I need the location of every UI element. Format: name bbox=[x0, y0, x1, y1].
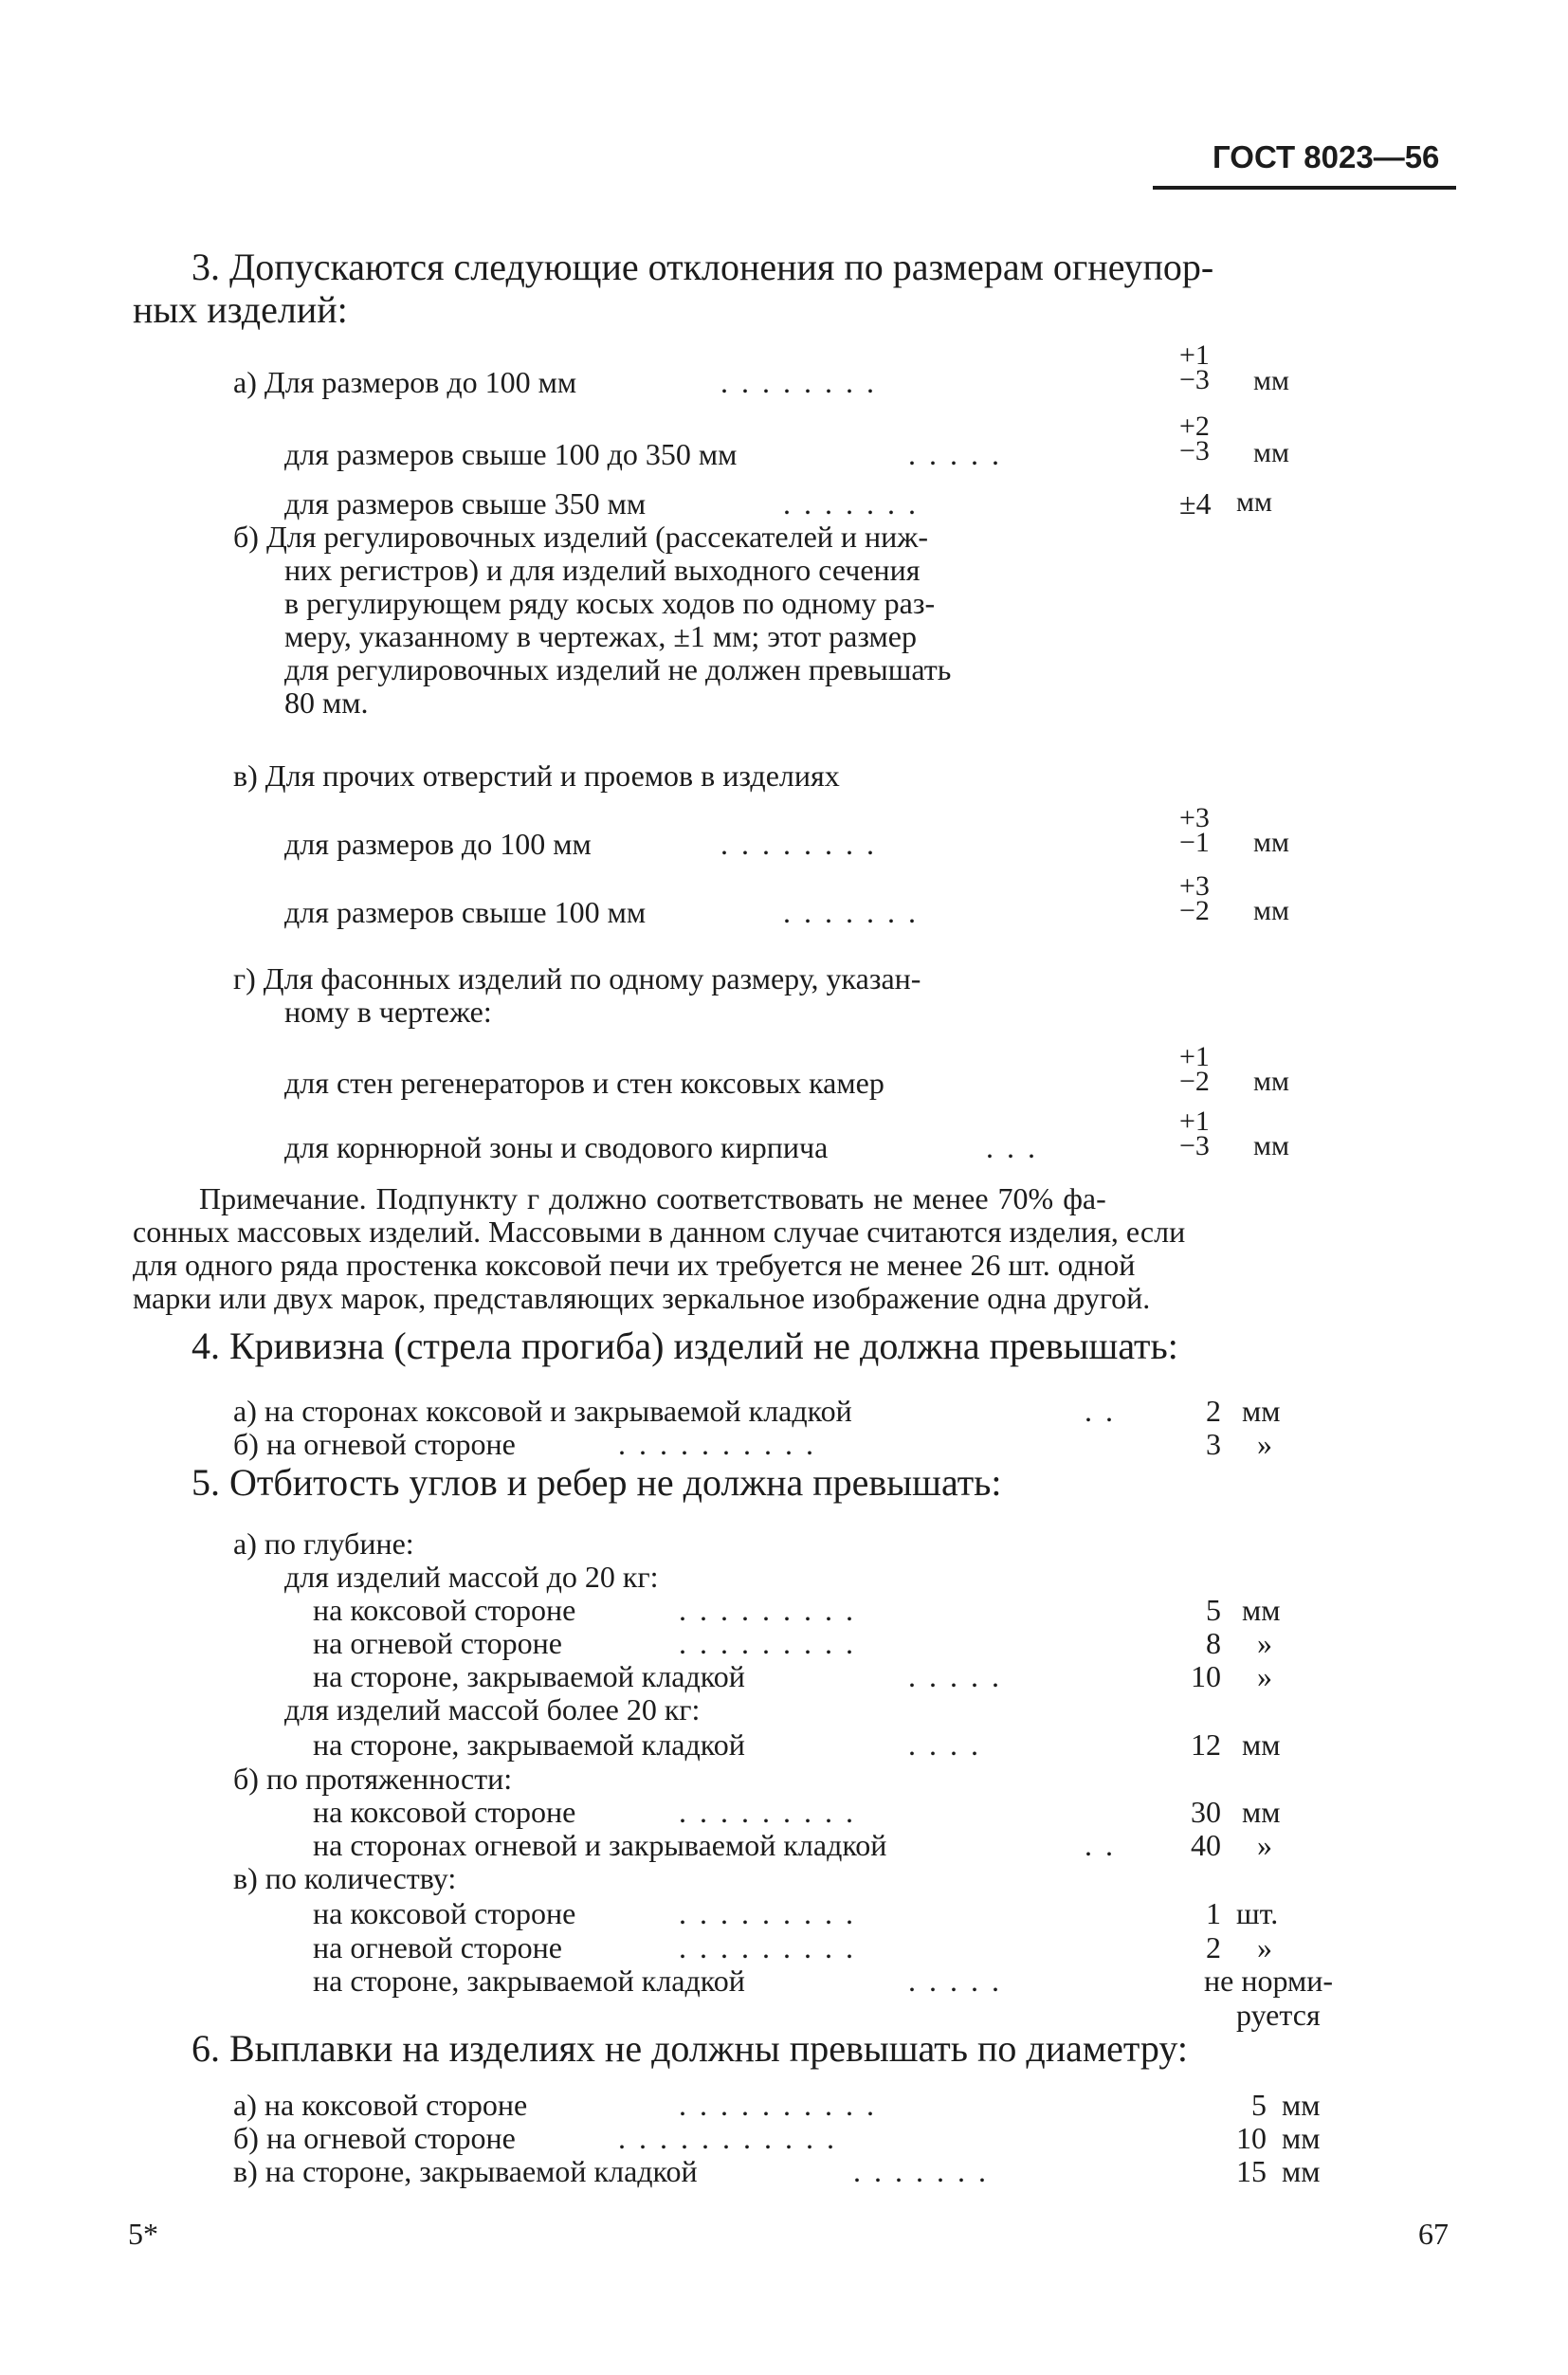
s5-v-title: в) по количеству: bbox=[233, 1861, 457, 1895]
tolerance-lower: −3 bbox=[1179, 1130, 1210, 1161]
s5-a2-row1-unit: мм bbox=[1242, 1727, 1281, 1762]
s5-a-subtitle2: для изделий массой более 20 кг: bbox=[284, 1692, 701, 1726]
leader-dots: ....... bbox=[783, 895, 929, 929]
s5-v-row2-unit: » bbox=[1257, 1930, 1272, 1964]
s6-row-b-unit: мм bbox=[1282, 2121, 1321, 2155]
leader-dots: ........... bbox=[618, 2121, 848, 2155]
s3-a-row2-label: для размеров свыше 100 до 350 мм bbox=[284, 437, 738, 471]
s3-a-row2-unit: мм bbox=[1253, 437, 1289, 468]
s4-row-a-label: а) на сторонах коксовой и закрываемой кладкой bbox=[233, 1394, 852, 1428]
s3-a-row3-tolerance: ±4 bbox=[1179, 486, 1212, 521]
s4-row-a-value: 2 bbox=[1206, 1394, 1221, 1428]
leader-dots: ..... bbox=[908, 1659, 1012, 1693]
leader-dots: ......... bbox=[679, 1795, 866, 1829]
header-rule bbox=[1153, 186, 1456, 190]
s5-v-row2-value: 2 bbox=[1206, 1930, 1221, 1964]
s3-g-row1-unit: мм bbox=[1253, 1066, 1289, 1097]
s6-row-a-label: а) на коксовой стороне bbox=[233, 2088, 528, 2122]
s3-b-line5: для регулировочных изделий не должен превышать bbox=[284, 652, 952, 686]
note-line2: сонных массовых изделий. Массовыми в данном случае считаются изделия, если bbox=[133, 1215, 1186, 1249]
s4-row-b-label: б) на огневой стороне bbox=[233, 1427, 516, 1461]
tolerance-lower: −2 bbox=[1179, 1066, 1210, 1097]
s4-row-b-value: 3 bbox=[1206, 1427, 1221, 1461]
section-3-heading: 3. Допускаются следующие отклонения по размерам огнеупор- bbox=[191, 246, 1214, 288]
leader-dots: ..... bbox=[908, 1964, 1012, 1998]
leader-dots: ........ bbox=[720, 827, 887, 861]
tolerance-lower: −3 bbox=[1179, 435, 1210, 466]
tolerance-lower: −2 bbox=[1179, 895, 1210, 926]
s3-a-row3-unit: мм bbox=[1236, 486, 1272, 518]
s3-v-row2-unit: мм bbox=[1253, 895, 1289, 926]
s3-a-row3-label: для размеров свыше 350 мм bbox=[284, 486, 647, 521]
note-line4: марки или двух марок, представляющих зеркальное изображение одна другой. bbox=[133, 1281, 1151, 1315]
s3-b-line6: 80 мм. bbox=[284, 685, 369, 720]
leader-dots: ....... bbox=[853, 2154, 999, 2188]
s6-row-b-label: б) на огневой стороне bbox=[233, 2121, 516, 2155]
leader-dots: .......... bbox=[679, 2088, 887, 2122]
s4-row-b-unit: » bbox=[1257, 1427, 1272, 1461]
s3-g-title: г) Для фасонных изделий по одному размеру, указан- bbox=[233, 961, 921, 996]
section-4-heading: 4. Кривизна (стрела прогиба) изделий не должна превышать: bbox=[191, 1325, 1178, 1367]
s5-v-row1-unit: шт. bbox=[1236, 1896, 1279, 1930]
leader-dots: ......... bbox=[679, 1896, 866, 1930]
tolerance-lower: −3 bbox=[1179, 364, 1210, 395]
s5-v-row3-value-cont: руется bbox=[1236, 1998, 1321, 2032]
s3-v-row2-label: для размеров свыше 100 мм bbox=[284, 895, 647, 929]
s3-b-line3: в регулирующем ряду косых ходов по одному раз- bbox=[284, 586, 936, 620]
s6-row-b-value: 10 bbox=[1236, 2121, 1267, 2155]
s3-g-row1-label: для стен регенераторов и стен коксовых камер bbox=[284, 1066, 884, 1100]
tolerance-upper: +3 bbox=[1179, 870, 1210, 902]
s5-a-title: а) по глубине: bbox=[233, 1526, 414, 1561]
leader-dots: ... bbox=[986, 1130, 1048, 1164]
s3-b-line4: меру, указанному в чертежах, ±1 мм; этот размер bbox=[284, 619, 917, 653]
s5-a1-row1-value: 5 bbox=[1206, 1593, 1221, 1627]
s3-b-line2: них регистров) и для изделий выходного сечения bbox=[284, 553, 921, 587]
s5-b-row1-label: на коксовой стороне bbox=[313, 1795, 576, 1829]
s6-row-c-label: в) на стороне, закрываемой кладкой bbox=[233, 2154, 698, 2188]
s4-row-a-unit: мм bbox=[1242, 1394, 1281, 1428]
tolerance-upper: +3 bbox=[1179, 802, 1210, 833]
s5-b-title: б) по протяженности: bbox=[233, 1762, 513, 1796]
leader-dots: .. bbox=[1085, 1828, 1126, 1862]
s3-v-row1-label: для размеров до 100 мм bbox=[284, 827, 592, 861]
section-3-heading-cont: ных изделий: bbox=[133, 288, 348, 331]
s5-a1-row2-unit: » bbox=[1257, 1626, 1272, 1660]
s5-b-row1-value: 30 bbox=[1191, 1795, 1221, 1829]
s5-b-row1-unit: мм bbox=[1242, 1795, 1281, 1829]
s3-a-row1-label: а) Для размеров до 100 мм bbox=[233, 365, 577, 399]
s5-a2-row1-label: на стороне, закрываемой кладкой bbox=[313, 1727, 745, 1762]
s3-a-row1-unit: мм bbox=[1253, 365, 1289, 396]
s5-v-row1-label: на коксовой стороне bbox=[313, 1896, 576, 1930]
tolerance-upper: +1 bbox=[1179, 1105, 1210, 1137]
leader-dots: ..... bbox=[908, 437, 1012, 471]
page-number: 67 bbox=[1418, 2217, 1449, 2251]
s6-row-a-value: 5 bbox=[1251, 2088, 1267, 2122]
s6-row-c-unit: мм bbox=[1282, 2154, 1321, 2188]
leader-dots: ......... bbox=[679, 1626, 866, 1660]
s5-a-subtitle1: для изделий массой до 20 кг: bbox=[284, 1560, 659, 1594]
leader-dots: ......... bbox=[679, 1930, 866, 1964]
s3-g-title-cont: ному в чертеже: bbox=[284, 995, 492, 1029]
s5-v-row2-label: на огневой стороне bbox=[313, 1930, 562, 1964]
s5-v-row1-value: 1 bbox=[1206, 1896, 1221, 1930]
tolerance-upper: +1 bbox=[1179, 339, 1210, 371]
s3-v-row1-unit: мм bbox=[1253, 827, 1289, 858]
leader-dots: ....... bbox=[783, 486, 929, 521]
note-line1: Примечание. Подпункту г должно соответствовать не менее 70% фа- bbox=[199, 1181, 1106, 1215]
s5-v-row3-value: не норми- bbox=[1204, 1964, 1333, 1998]
s5-v-row3-label: на стороне, закрываемой кладкой bbox=[313, 1964, 745, 1998]
s5-a1-row1-unit: мм bbox=[1242, 1593, 1281, 1627]
s5-b-row2-label: на сторонах огневой и закрываемой кладкой bbox=[313, 1828, 887, 1862]
tolerance-upper: +1 bbox=[1179, 1041, 1210, 1072]
s6-row-a-unit: мм bbox=[1282, 2088, 1321, 2122]
s5-b-row2-value: 40 bbox=[1191, 1828, 1221, 1862]
signature-mark: 5* bbox=[128, 2217, 158, 2251]
leader-dots: .... bbox=[908, 1727, 992, 1762]
s3-g-row2-label: для корнюрной зоны и сводового кирпича bbox=[284, 1130, 829, 1164]
s5-a1-row3-label: на стороне, закрываемой кладкой bbox=[313, 1659, 745, 1693]
s3-v-title: в) Для прочих отверстий и проемов в изделиях bbox=[233, 758, 840, 793]
leader-dots: .......... bbox=[618, 1427, 827, 1461]
s3-b-line1: б) Для регулировочных изделий (рассекателей и ниж- bbox=[233, 520, 929, 554]
s6-row-c-value: 15 bbox=[1236, 2154, 1267, 2188]
leader-dots: ......... bbox=[679, 1593, 866, 1627]
leader-dots: .. bbox=[1085, 1394, 1126, 1428]
section-6-heading: 6. Выплавки на изделиях не должны превышать по диаметру: bbox=[191, 2027, 1188, 2070]
document-standard-number: ГОСТ 8023—56 bbox=[1212, 139, 1440, 174]
s5-a1-row1-label: на коксовой стороне bbox=[313, 1593, 576, 1627]
leader-dots: ........ bbox=[720, 365, 887, 399]
s3-g-row2-unit: мм bbox=[1253, 1130, 1289, 1161]
note-line3: для одного ряда простенка коксовой печи их требуется не менее 26 шт. одной bbox=[133, 1248, 1136, 1282]
s5-a1-row2-label: на огневой стороне bbox=[313, 1626, 562, 1660]
tolerance-lower: −1 bbox=[1179, 827, 1210, 858]
tolerance-upper: +2 bbox=[1179, 411, 1210, 442]
s5-a1-row3-value: 10 bbox=[1191, 1659, 1221, 1693]
section-5-heading: 5. Отбитость углов и ребер не должна превышать: bbox=[191, 1461, 1002, 1504]
s5-a2-row1-value: 12 bbox=[1191, 1727, 1221, 1762]
s5-b-row2-unit: » bbox=[1257, 1828, 1272, 1862]
s5-a1-row3-unit: » bbox=[1257, 1659, 1272, 1693]
s5-a1-row2-value: 8 bbox=[1206, 1626, 1221, 1660]
